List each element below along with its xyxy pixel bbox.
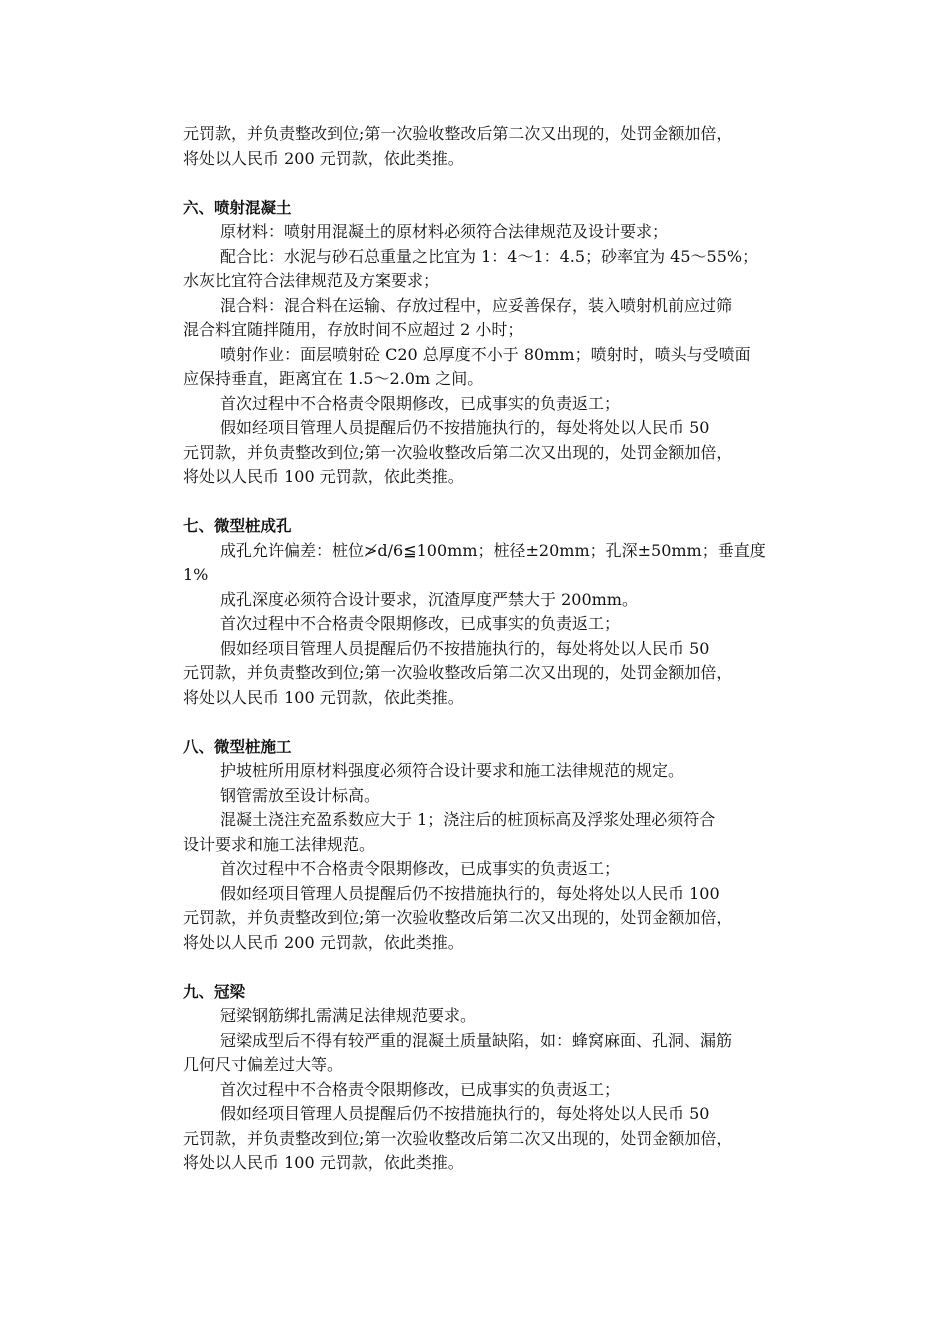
paragraph-first-line: 配合比：水泥与砂石总重量之比宜为 1：4～1：4.5；砂率宜为 45～55%； bbox=[220, 246, 759, 266]
section bbox=[183, 514, 818, 710]
intro-line: 元罚款，并负责整改到位;第一次验收整改后第二次又出现的，处罚金额加倍， bbox=[183, 124, 733, 143]
document-page bbox=[183, 122, 818, 1176]
intro-block bbox=[183, 122, 818, 171]
paragraph-first-line: 护坡桩所用原材料强度必须符合设计要求和施工法律规范的规定。 bbox=[220, 761, 685, 780]
section bbox=[183, 735, 818, 956]
paragraph-line: 元罚款，并负责整改到位;第一次验收整改后第二次又出现的，处罚金额加倍， bbox=[183, 1128, 733, 1148]
paragraph-first-line: 首次过程中不合格责令限期修改，已成事实的负责返工； bbox=[220, 614, 621, 633]
paragraph-line: 元罚款，并负责整改到位;第一次验收整改后第二次又出现的，处罚金额加倍， bbox=[183, 908, 733, 927]
paragraph-first-line: 喷射作业：面层喷射砼 C20 总厚度不小于 80mm；喷射时，喷头与受喷面 bbox=[220, 344, 751, 364]
paragraph-line: 几何尺寸偏差过大等。 bbox=[183, 1055, 344, 1074]
paragraph-first-line: 成孔允许偏差：桩位≯d/6≦100mm；桩径±20mm；孔深±50mm；垂直度 bbox=[220, 540, 766, 560]
paragraph-first-line: 假如经项目管理人员提醒后仍不按措施执行的，每处将处以人民币 100 bbox=[220, 883, 720, 903]
paragraph-first-line: 原材料：喷射用混凝土的原材料必须符合法律规范及设计要求； bbox=[220, 222, 669, 241]
section-spacer bbox=[183, 955, 818, 980]
paragraph-first-line: 成孔深度必须符合设计要求，沉渣厚度严禁大于 200mm。 bbox=[220, 589, 638, 609]
paragraph-line: 将处以人民币 100 元罚款，依此类推。 bbox=[183, 1153, 464, 1172]
paragraph-first-line: 假如经项目管理人员提醒后仍不按措施执行的，每处将处以人民币 50 bbox=[220, 1104, 710, 1123]
sections-container bbox=[183, 171, 818, 1176]
paragraph-line: 应保持垂直，距离宜在 1.5～2.0m 之间。 bbox=[183, 369, 484, 388]
section bbox=[183, 980, 818, 1176]
paragraph-line: 将处以人民币 100 元罚款，依此类推。 bbox=[183, 467, 464, 486]
paragraph-line: 混合料宜随拌随用，存放时间不应超过 2 小时； bbox=[183, 320, 524, 339]
paragraph-first-line: 混合料：混合料在运输、存放过程中，应妥善保存，装入喷射机前应过筛 bbox=[220, 295, 733, 315]
paragraph-line: 元罚款，并负责整改到位;第一次验收整改后第二次又出现的，处罚金额加倍， bbox=[183, 442, 733, 462]
section-heading: 九、冠梁 bbox=[183, 982, 246, 1001]
section bbox=[183, 196, 818, 490]
paragraph-first-line: 首次过程中不合格责令限期修改，已成事实的负责返工； bbox=[220, 859, 621, 878]
paragraph-line: 设计要求和施工法律规范。 bbox=[183, 834, 376, 854]
section-heading: 八、微型桩施工 bbox=[183, 737, 292, 756]
paragraph-line: 水灰比宜符合法律规范及方案要求； bbox=[183, 271, 440, 290]
section-spacer bbox=[183, 710, 818, 735]
paragraph-line: 1% bbox=[183, 565, 209, 584]
paragraph-line: 元罚款，并负责整改到位;第一次验收整改后第二次又出现的，处罚金额加倍， bbox=[183, 663, 733, 682]
paragraph-first-line: 假如经项目管理人员提醒后仍不按措施执行的，每处将处以人民币 50 bbox=[220, 418, 710, 437]
paragraph-first-line: 假如经项目管理人员提醒后仍不按措施执行的，每处将处以人民币 50 bbox=[220, 638, 710, 658]
section-heading: 七、微型桩成孔 bbox=[183, 517, 292, 535]
intro-line: 将处以人民币 200 元罚款，依此类推。 bbox=[183, 148, 464, 168]
paragraph-first-line: 冠梁钢筋绑扎需满足法律规范要求。 bbox=[220, 1006, 477, 1025]
paragraph-first-line: 首次过程中不合格责令限期修改，已成事实的负责返工； bbox=[220, 1079, 621, 1099]
paragraph-first-line: 钢管需放至设计标高。 bbox=[220, 785, 381, 805]
paragraph-first-line: 冠梁成型后不得有较严重的混凝土质量缺陷，如：蜂窝麻面、孔洞、漏筋 bbox=[220, 1030, 733, 1050]
paragraph-line: 将处以人民币 200 元罚款，依此类推。 bbox=[183, 932, 464, 952]
section-spacer bbox=[183, 490, 818, 515]
section-heading: 六、喷射混凝土 bbox=[183, 198, 292, 217]
paragraph-first-line: 混凝土浇注充盈系数应大于 1；浇注后的桩顶标高及浮浆处理必须符合 bbox=[220, 810, 716, 829]
paragraph-line: 将处以人民币 100 元罚款，依此类推。 bbox=[183, 687, 464, 707]
section-spacer bbox=[183, 171, 818, 196]
paragraph-first-line: 首次过程中不合格责令限期修改，已成事实的负责返工； bbox=[220, 393, 621, 413]
